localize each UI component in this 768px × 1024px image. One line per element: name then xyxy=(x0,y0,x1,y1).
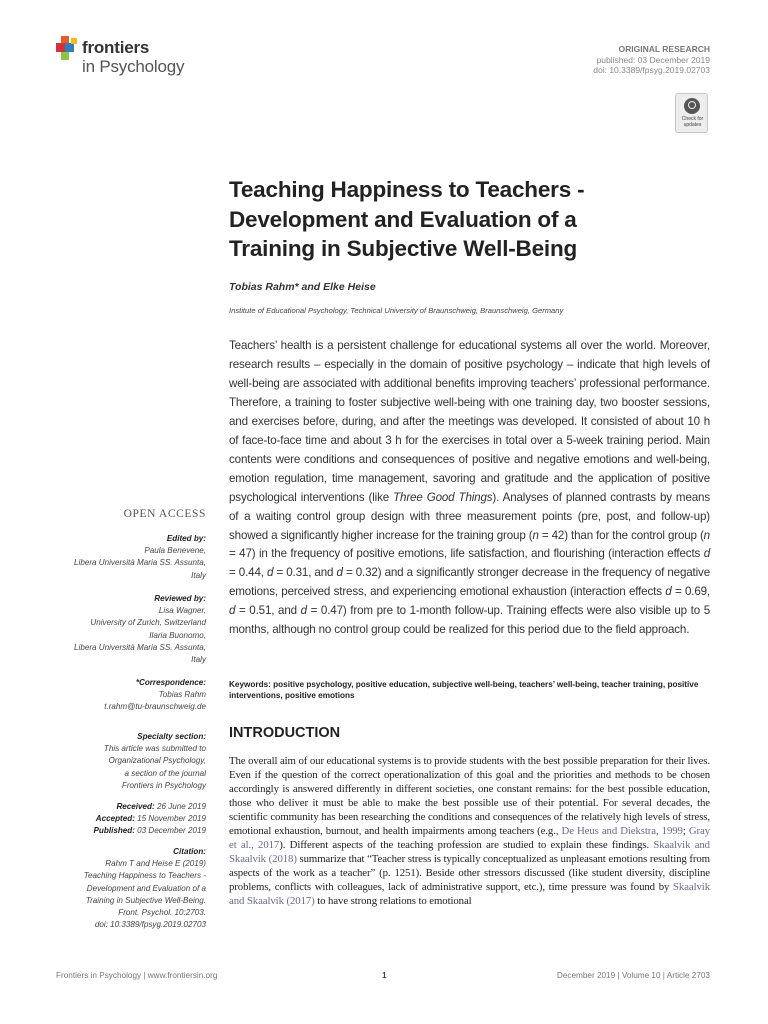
title-line: Development and Evaluation of a xyxy=(229,206,577,232)
dates: Received: 26 June 2019 Accepted: 15 November 2019 Published: 03 December 2019 xyxy=(93,802,206,836)
frontiers-logo-icon xyxy=(56,36,80,60)
check-for-updates-badge[interactable] xyxy=(675,93,708,133)
keywords-label: Keywords: xyxy=(229,680,274,689)
title-line: Training in Subjective Well-Being xyxy=(229,236,578,261)
citation-link[interactable]: Skaalvik and Skaalvik (2018) xyxy=(229,839,710,866)
correspondence: *Correspondence: Tobias Rahm t.rahm@tu-braunschweig.de xyxy=(46,677,206,714)
journal-name: frontiers xyxy=(82,38,150,57)
article-doi[interactable]: doi: 10.3389/fpsyg.2019.02703 xyxy=(593,65,710,75)
author-list: Tobias Rahm* and Elke Heise xyxy=(229,281,376,293)
page-number: 1 xyxy=(382,971,387,980)
affiliation: Institute of Educational Psychology, Technical University of Braunschweig, Braunschweig, Germany xyxy=(229,306,564,315)
footer-issue: December 2019 | Volume 10 | Article 2703 xyxy=(556,971,710,980)
introduction-text: The overall aim of our educational systems is to provide students with the best possible preparation for their lives. Even if the question of the correct operationalization of this goal and the priorities and methods to be chosen accordingly is answered differently in different societies, one constant remains: for the best possible education, those who deliver it must be able to make the best possible use of their potential. For several decades, the scientific community has been researching the conditions and consequences of the relatively high levels of stress, emotional exhaustion, burnout, and health impairments among teachers (e.g., De Heus and Diekstra, 1999; Gray et al., 2017). Different aspects of the teaching profession are studied to explain these findings. Skaalvik and Skaalvik (2018) summarize that “Teacher stress is typically conceptualized as unpleasant emotions resulting from aspects of the work as a teacher” (p. 1251). Beside other stressors discussed (like student diversity, discipline problems, conflicts with colleagues, lack of administrative support, etc.), time pressure was found by Skaalvik and Skaalvik (2017) to have strong relations to emotional xyxy=(229,755,711,908)
article-type: ORIGINAL RESEARCH xyxy=(618,44,710,54)
journal-logo xyxy=(56,34,206,82)
section-heading: INTRODUCTION xyxy=(229,725,341,741)
reviewed-by: Reviewed by: Lisa Wagner, University of Zurich, Switzerland Ilaria Buonomo, Libera Università Maria SS. Assunta, Italy xyxy=(74,594,206,665)
keywords xyxy=(229,679,710,701)
published-date: published: 03 December 2019 xyxy=(596,54,710,65)
page-footer xyxy=(56,971,710,985)
citation: Citation: Rahm T and Heise E (2019) Teaching Happiness to Teachers - Development and Evaluation of a Training in Subjective Well-Being. Front. Psychol. 10:2703. doi: 10.3389/fpsyg.2019.02703 xyxy=(83,847,206,930)
correspondence-email[interactable]: t.rahm@tu-braunschweig.de xyxy=(104,702,206,712)
keywords-text: positive psychology, positive education, subjective well-being, teachers’ well-being, teacher training, positive interventions, positive emotions xyxy=(229,680,699,700)
open-access-label: OPEN ACCESS xyxy=(123,508,206,520)
citation-link[interactable]: De Heus and Diekstra, 1999 xyxy=(561,825,683,838)
citation-link[interactable]: Gray et al., 2017 xyxy=(229,825,711,852)
footer-journal[interactable]: Frontiers in Psychology | www.frontiersin.org xyxy=(56,971,218,980)
specialty-section: Specialty section: This article was submitted to Organizational Psychology, a section of the journal Frontiers in Psychology xyxy=(103,732,206,790)
edited-by: Edited by: Paula Benevene, Libera Università Maria SS. Assunta, Italy xyxy=(74,534,206,580)
journal-subname: in Psychology xyxy=(82,57,185,76)
citation-link[interactable]: Skaalvik and Skaalvik (2017) xyxy=(229,881,710,908)
article-title xyxy=(229,175,699,264)
article-meta xyxy=(593,44,710,76)
badge-label: Check for updates xyxy=(681,116,704,128)
title-line: Teaching Happiness to Teachers - xyxy=(229,177,585,202)
crossmark-icon xyxy=(684,98,700,114)
abstract: Teachers’ health is a persistent challenge for educational systems all over the world. Moreover, research results – especially in the domain of positive psychology – indicate that high levels of well-being are associated with additional benefits improving teachers’ professional performance. Therefore, a training to foster subjective well-being with one training day, two booster sessions, and exercises before, during, and after the meetings was developed. It consisted of about 10 h of face-to-face time and about 3 h for the exercises in total over a 5-week training period. Main contents were conditions and consequences of positive and negative emotions and well-being, emotion regulation, time management, savoring and gratitude and the application of positive psychological interventions (like Three Good Things). Analyses of planned contrasts by means of a waiting control group design with three measurement points (pre, post, and follow-up) showed a significantly higher increase for the training group (n = 42) than for the control group (n = 47) in the frequency of positive emotions, life satisfaction, and flourishing (interaction effects d = 0.44, d = 0.31, and d = 0.32) and a significantly stronger decrease in the frequency of negative emotions, perceived stress, and experiencing emotional exhaustion (interaction effects d = 0.69, d = 0.51, and d = 0.47) from pre to 1-month follow-up. Training effects were also visible up to 5 months, although no control group could be realized for this period due to the field approach. xyxy=(229,339,710,637)
